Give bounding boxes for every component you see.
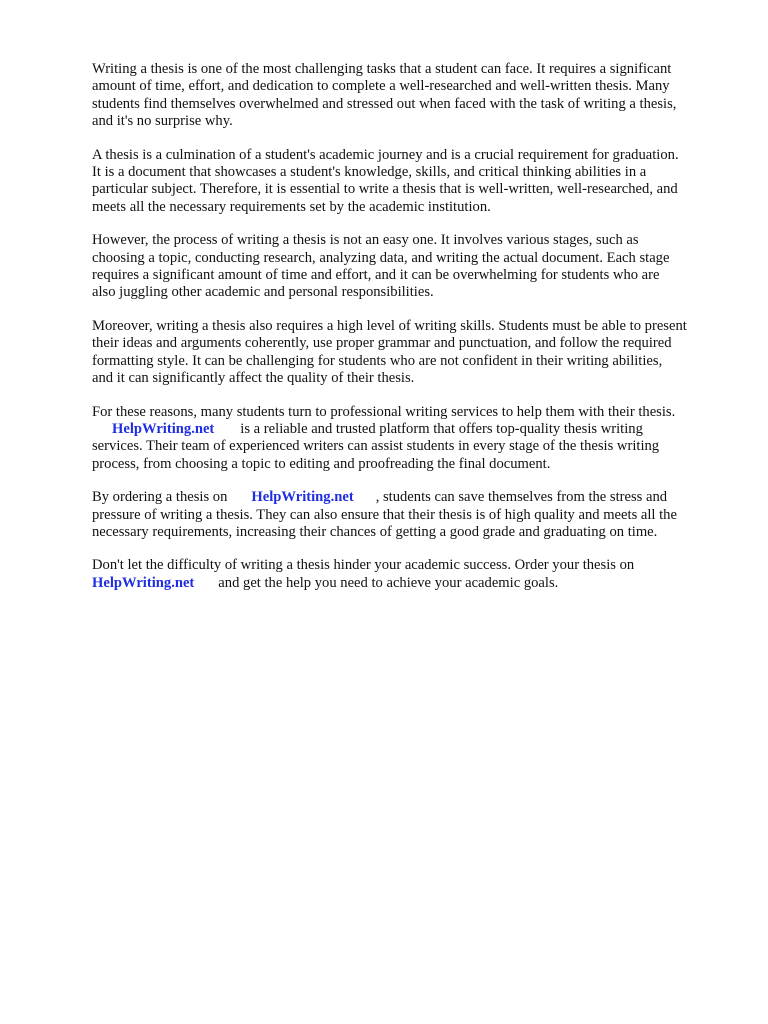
helpwriting-link[interactable]: HelpWriting.net — [92, 574, 195, 591]
paragraph-6-after-link: , students can save themselves from the stress and — [375, 489, 668, 506]
paragraph-5-rest: services. Their team of experienced writers can assist students in every stage of the thesis writing process, from choosing a topic to editing and proofreading the final document. — [92, 438, 660, 472]
paragraph-2: A thesis is a culmination of a student's academic journey and is a crucial requirement for graduation. It is a document that showcases a student's knowledge, skills, and critical thinking abilities in a particular subject. Therefore, it is essential to write a thesis that is well-written, well-researched, and meets all the necessary requirements set by the academic institution. — [92, 146, 679, 215]
helpwriting-link[interactable]: HelpWriting.net — [112, 420, 215, 437]
paragraph-5 — [92, 404, 732, 474]
paragraph-6-before-link: By ordering a thesis on — [92, 489, 228, 506]
paragraph-6-rest: pressure of writing a thesis. They can also ensure that their thesis is of high quality and meets all the necessary requirements, increasing their chances of getting a good grade and graduating on time. — [92, 506, 677, 540]
document-body — [92, 61, 732, 608]
helpwriting-link[interactable]: HelpWriting.net — [251, 489, 354, 506]
paragraph-7-after-link: and get the help you need to achieve your academic goals. — [218, 574, 559, 591]
paragraph-7-line-1: Don't let the difficulty of writing a thesis hinder your academic success. Order your thesis on — [92, 557, 635, 574]
paragraph-6 — [92, 489, 732, 541]
paragraph-4: Moreover, writing a thesis also requires a high level of writing skills. Students must be able to present their ideas and arguments coherently, use proper grammar and punctuation, and follow the required formatting style. It can be challenging for students who are not confident in their writing abilities, and it can significantly affect the quality of their thesis. — [92, 317, 687, 387]
paragraph-1: Writing a thesis is one of the most challenging tasks that a student can face. It requires a significant amount of time, effort, and dedication to complete a well-researched and well-written thesis. Many students find themselves overwhelmed and stressed out when faced with the task of writing a thesis, and it's no surprise why. — [92, 61, 677, 130]
paragraph-5-line-1: For these reasons, many students turn to professional writing services to help them with their thesis. — [92, 403, 676, 420]
paragraph-7 — [92, 557, 732, 592]
paragraph-5-after-link: is a reliable and trusted platform that offers top-quality thesis writing — [240, 420, 643, 437]
paragraph-3: However, the process of writing a thesis is not an easy one. It involves various stages, such as choosing a topic, conducting research, analyzing data, and writing the actual document. Each stage requires a significant amount of time and effort, and it can be overwhelming for students who are also juggling other academic and personal responsibilities. — [92, 232, 670, 301]
